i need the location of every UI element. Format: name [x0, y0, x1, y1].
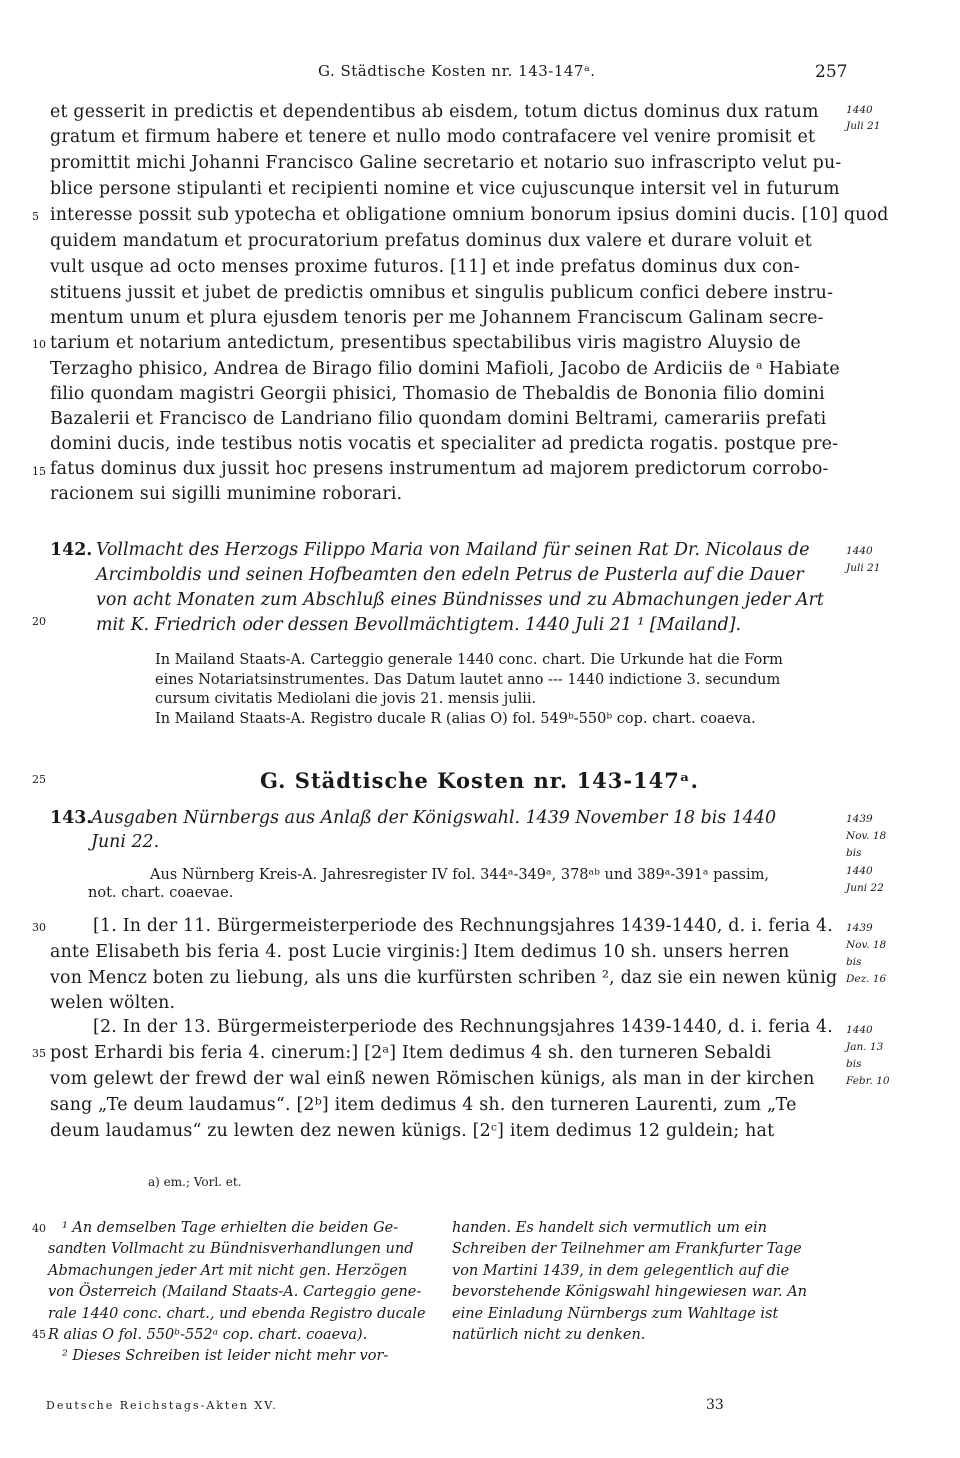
source-line: cursum civitatis Mediolani die jovis 21. mensis julii.	[155, 691, 537, 707]
text-line: stituens jussit et jubet de predictis omnibus et singulis publicum confici debere instru-	[50, 283, 834, 303]
footnote-line: ¹ An demselben Tage erhielten die beiden Ge-	[62, 1220, 399, 1236]
margin-date: Nov. 18	[846, 830, 887, 842]
line-number: 15	[32, 465, 46, 478]
margin-date: bis	[846, 847, 862, 859]
margin-date: Juli 21	[846, 562, 881, 574]
margin-date: bis	[846, 1058, 862, 1070]
text-line: ante Elisabeth bis feria 4. post Lucie virginis:] Item dedimus 10 sh. unsers herren	[50, 942, 790, 962]
footnote-line: Schreiben der Teilnehmer am Frankfurter Tage	[452, 1241, 802, 1258]
line-number: 25	[32, 773, 46, 786]
source-line: Aus Nürnberg Kreis-A. Jahresregister IV fol. 344ᵃ-349ᵃ, 378ᵃᵇ und 389ᵃ-391ᵃ passim,	[150, 867, 769, 883]
source-line: In Mailand Staats-A. Registro ducale R (alias O) fol. 549ᵇ-550ᵇ cop. chart. coaeva.	[155, 711, 756, 727]
footnote-line: R alias O fol. 550ᵇ-552ᵃ cop. chart. coaeva).	[48, 1327, 368, 1343]
margin-date: Dez. 16	[846, 973, 887, 985]
footnote-line: von Martini 1439, in dem gelegentlich auf die	[452, 1262, 790, 1279]
regest-line: Ausgaben Nürnbergs aus Anlaß der Königswahl. 1439 November 18 bis 1440	[91, 808, 777, 828]
margin-date: 1440	[846, 1024, 873, 1036]
footnote-line: ² Dieses Schreiben ist leider nicht mehr vor-	[62, 1348, 389, 1365]
text-line: racionem sui sigilli munimine roborari.	[50, 484, 403, 504]
margin-date: Juli 21	[846, 120, 881, 132]
line-number: 35	[32, 1047, 46, 1060]
text-line: post Erhardi bis feria 4. cinerum:] [2ᵃ] Item dedimus 4 sh. den turneren Sebaldi	[50, 1043, 772, 1063]
source-line: In Mailand Staats-A. Carteggio generale 1440 conc. chart. Die Urkunde hat die Form	[155, 652, 783, 668]
line-number: 45	[32, 1328, 46, 1341]
footnote-line: eine Einladung Nürnbergs zum Wahltage ist	[452, 1305, 779, 1322]
text-line: interesse possit sub ypotecha et obligatione omnium bonorum ipsius domini ducis. [10] quod	[50, 205, 889, 225]
margin-date: Febr. 10	[846, 1075, 890, 1087]
text-line: promittit michi Johanni Francisco Galine secretario et notario suo infrascripto velut pu-	[50, 153, 842, 173]
critical-apparatus: a) em.; Vorl. et.	[148, 1175, 242, 1189]
sheet-signature: 33	[706, 1397, 724, 1413]
source-line: eines Notariatsinstrumentes. Das Datum lautet anno --- 1440 indictione 3. secundum	[155, 672, 781, 688]
regest-line: von acht Monaten zum Abschluß eines Bündnisses und zu Abmachungen jeder Art	[96, 590, 824, 610]
footnote-line: Abmachungen jeder Art mit nicht gen. Herzögen	[48, 1262, 408, 1279]
regest-number: 143.	[50, 808, 93, 828]
text-line: et gesserit in predictis et dependentibus ab eisdem, totum dictus dominus dux ratum	[50, 102, 819, 122]
series-title: Deutsche Reichstags-Akten XV.	[46, 1399, 278, 1412]
margin-date: 1440	[846, 865, 873, 877]
regest-line: mit K. Friedrich oder dessen Bevollmächtigtem. 1440 Juli 21 ¹ [Mailand].	[96, 615, 742, 635]
text-line: blice persone stipulanti et recipienti nomine et vice cujuscunque intersit vel in futurum	[50, 179, 840, 199]
text-line: gratum et firmum habere et tenere et nullo modo contrafacere vel venire promisit et	[50, 127, 816, 147]
text-line: sang „Te deum laudamus“. [2ᵇ] item dedimus 4 sh. den turneren Laurenti, zum „Te	[50, 1095, 797, 1115]
text-line: quidem mandatum et procuratorium prefatus dominus dux valere et durare voluit et	[50, 231, 812, 251]
page-number: 257	[815, 62, 848, 82]
footnote-line: natürlich nicht zu denken.	[452, 1327, 646, 1343]
text-line: vom gelewt der frewd der wal einß newen Römischen künigs, als man in der kirchen	[50, 1069, 815, 1089]
text-line: vult usque ad octo menses proxime futuros. [11] et inde prefatus dominus dux con-	[50, 257, 801, 277]
margin-date: Nov. 18	[846, 939, 887, 951]
text-line: Bazalerii et Francisco de Landriano filio quondam domini Beltrami, camerariis prefati	[50, 409, 827, 429]
footnote-line: rale 1440 conc. chart., und ebenda Registro ducale	[48, 1305, 426, 1322]
text-line: deum laudamus“ zu lewten dez newen künigs. [2ᶜ] item dedimus 12 guldein; hat	[50, 1121, 775, 1141]
line-number: 5	[32, 210, 39, 223]
margin-date: 1440	[846, 104, 873, 116]
text-line: welen wölten.	[50, 993, 176, 1013]
line-number: 20	[32, 615, 46, 628]
margin-date: 1439	[846, 813, 873, 825]
section-heading: G. Städtische Kosten nr. 143-147ᵃ.	[260, 768, 699, 793]
running-title: G. Städtische Kosten nr. 143-147ᵃ.	[318, 62, 596, 80]
regest-line: Juni 22.	[91, 832, 160, 852]
line-number: 10	[32, 338, 46, 351]
regest-line: Vollmacht des Herzogs Filippo Maria von Mailand für seinen Rat Dr. Nicolaus de	[96, 540, 810, 560]
regest-line: Arcimboldis und seinen Hofbeamten den edeln Petrus de Pusterla auf die Dauer	[96, 565, 804, 585]
margin-date: 1440	[846, 545, 873, 557]
margin-date: Jan. 13	[846, 1041, 884, 1053]
line-number: 30	[32, 921, 46, 934]
footnote-line: handen. Es handelt sich vermutlich um ein	[452, 1220, 767, 1236]
footnote-line: sandten Vollmacht zu Bündnisverhandlungen und	[48, 1241, 414, 1258]
footnote-line: von Österreich (Mailand Staats-A. Carteggio gene-	[48, 1284, 422, 1301]
text-line: [1. In der 11. Bürgermeisterperiode des Rechnungsjahres 1439-1440, d. i. feria 4.	[93, 916, 833, 936]
text-line: fatus dominus dux jussit hoc presens instrumentum ad majorem predictorum corrobo-	[50, 459, 829, 479]
text-line: von Mencz boten zu liebung, als uns die kurfürsten schriben ², daz sie ein newen künig	[50, 968, 838, 988]
text-line: filio quondam magistri Georgii phisici, Thomasio de Thebaldis de Bononia filio domini	[50, 384, 825, 404]
footnote-line: bevorstehende Königswahl hingewiesen war. An	[452, 1284, 808, 1301]
source-line: not. chart. coaevae.	[88, 885, 234, 901]
text-line: mentum unum et plura ejusdem tenoris per me Johannem Franciscum Galinam secre-	[50, 308, 824, 328]
line-number: 40	[32, 1222, 46, 1235]
margin-date: Juni 22	[846, 882, 884, 894]
text-line: tarium et notarium antedictum, presentibus spectabilibus viris magistro Aluysio de	[50, 333, 801, 353]
regest-number: 142.	[50, 540, 93, 560]
margin-date: bis	[846, 956, 862, 968]
text-line: [2. In der 13. Bürgermeisterperiode des Rechnungsjahres 1439-1440, d. i. feria 4.	[93, 1017, 833, 1037]
text-line: Terzagho phisico, Andrea de Birago filio domini Mafioli, Jacobo de Ardiciis de ᵃ Habiate	[50, 359, 840, 379]
text-line: domini ducis, inde testibus notis vocatis et specialiter ad predicta rogatis. postque pre-	[50, 434, 839, 454]
margin-date: 1439	[846, 922, 873, 934]
